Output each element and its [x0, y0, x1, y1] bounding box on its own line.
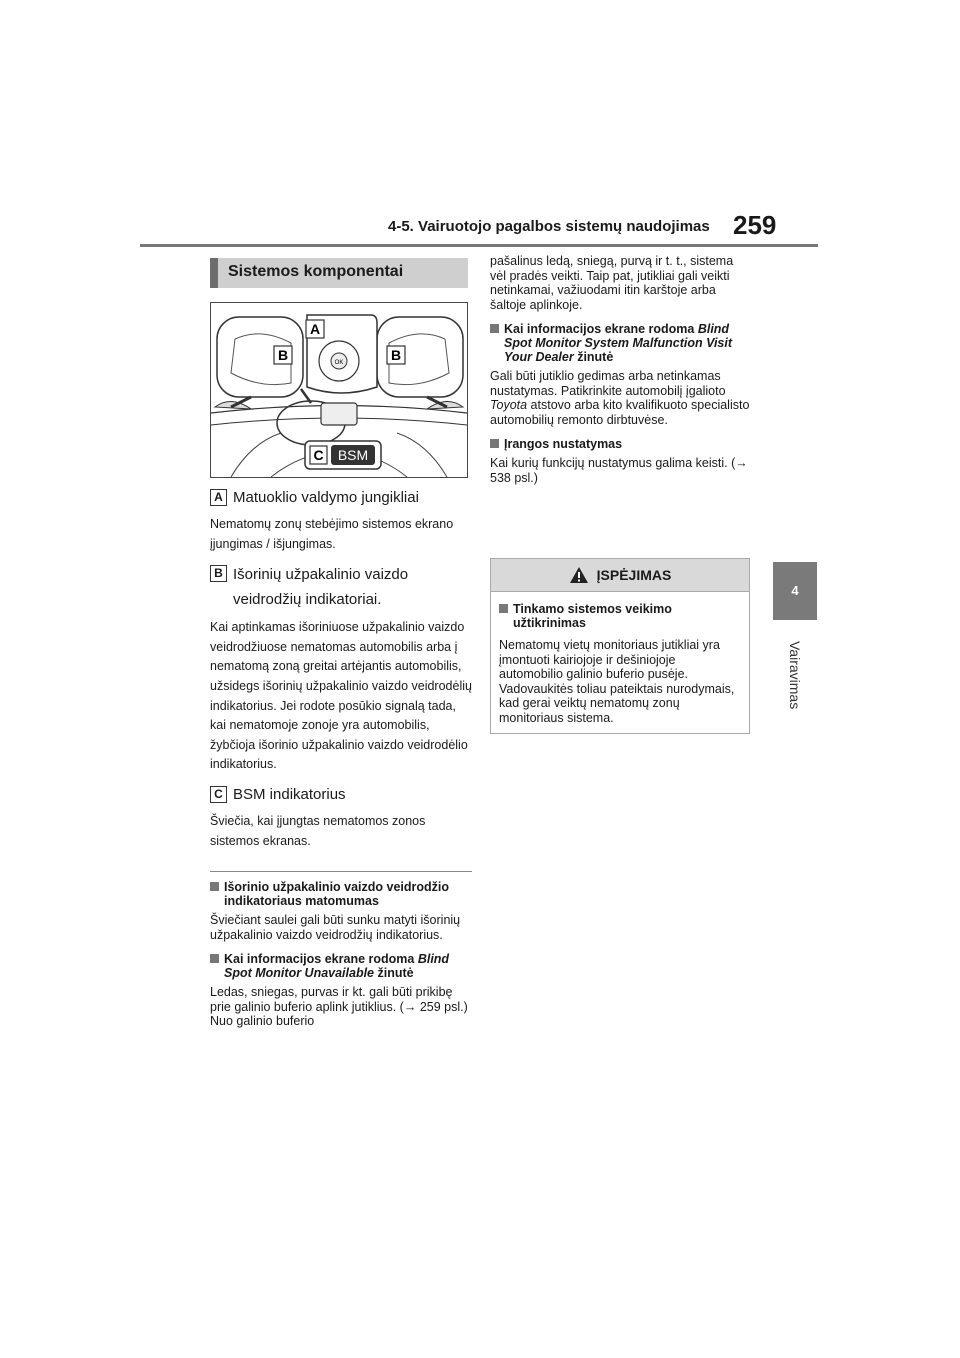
note-unavailable	[210, 952, 472, 1029]
component-c-title: BSM indikatorius	[233, 785, 346, 803]
component-item-c	[210, 783, 472, 806]
callout-a: A	[309, 321, 321, 337]
callout-c: C	[313, 447, 324, 463]
component-item-b	[210, 562, 472, 612]
note-heading: Įrangos nustatymas	[504, 437, 623, 451]
section-heading: Sistemos komponentai	[210, 258, 468, 288]
note-heading-pre: Kai informacijos ekrane rodoma	[504, 322, 695, 336]
square-bullet-icon	[490, 439, 499, 448]
dash-line	[397, 433, 447, 477]
warning-title: ĮSPĖJIMAS	[596, 567, 672, 583]
bsm-badge-label: BSM	[337, 447, 369, 463]
note-heading: Išorinio užpakalinio vaizdo veidrodžio indikatoriaus matomumas	[224, 880, 450, 909]
note-mirror-visibility	[210, 871, 472, 942]
right-column	[490, 254, 752, 485]
warning-heading: Tinkamo sistemos veikimo užtikrinimas	[513, 602, 672, 630]
component-item-a	[210, 486, 472, 509]
note-malfunction	[490, 322, 752, 427]
note-text: Šviečiant saulei gali būti sunku matyti išorinių užpakalinio vaizdo veidrodžių indikatorius.	[210, 913, 461, 942]
callout-b-left: B	[277, 347, 289, 363]
component-a-title: Matuoklio valdymo jungikliai	[233, 489, 419, 506]
page-number: 259	[733, 210, 777, 240]
note-heading-message: Blind Spot Monitor Unavailable	[224, 952, 450, 981]
component-c-text: Šviečia, kai įjungtas nematomos zonos sistemos ekranas.	[210, 813, 426, 848]
warning-box	[490, 558, 750, 734]
note-text-post: atstovo arba kito kvalifikuoto specialisto automobilių remonto dirbtuvėse.	[490, 398, 750, 427]
arrow-icon: →	[735, 456, 748, 470]
warning-triangle-icon	[569, 566, 589, 584]
component-a-text: Nematomų zonų stebėjimo sistemos ekrano įjungimas / išjungimas.	[210, 517, 454, 551]
note-text-pre: Ledas, sniegas, purvas ir kt. gali būti prikibę prie galinio buferio aplink jutiklius. (	[210, 985, 453, 1014]
note-heading-pre: Kai informacijos ekrane rodoma	[224, 952, 415, 967]
square-bullet-icon	[490, 324, 499, 333]
label-a-box: A	[210, 489, 227, 506]
label-c-box: C	[210, 786, 227, 803]
chapter-label: Vairavimas	[787, 640, 803, 710]
warning-text: Nematomų vietų monitoriaus jutikliai yra įmontuoti kairiojoje ir dešiniojoje automobilio galinio buferio pusėje. Vadovaukitės toliau pateiktais nurodymais, kad gerai veiktų nematomų zonų monitoriaus sistema.	[499, 638, 735, 725]
component-b-title: Išorinių užpakalinio vaizdo veidrodžių indikatoriai.	[233, 566, 409, 609]
callout-b-right: B	[390, 347, 402, 363]
dashboard-illustration	[210, 302, 468, 478]
square-bullet-icon	[210, 954, 219, 963]
brand-name: Toyota	[490, 398, 528, 412]
square-bullet-icon	[499, 604, 508, 613]
dashboard-drawing	[211, 303, 467, 477]
dash-line	[231, 433, 281, 477]
note-text-pre: Gali būti jutiklio gedimas arba netinkamas nustatymas. Patikrinkite automobilį įgalioto	[490, 369, 726, 398]
note-text-post: 259 psl.) Nuo galinio buferio	[210, 999, 468, 1029]
center-screen	[321, 403, 357, 425]
note-heading-message: Blind Spot Monitor System Malfunction Visit Your Dealer	[504, 322, 733, 364]
ok-button-label: OK	[334, 360, 344, 366]
component-b-text: Kai aptinkamas išoriniuose užpakalinio vaizdo veidrodžiuose nematomas automobilis arba į nematomą zoną greitai artėjantis automobilis, užsidegs išorinių užpakalinio vaizdo veidrodėlių indikatorius. Jei rodote posūkio signalą tada, kai nematomoje zonoje yra automobilis, žybčioja išorinio užpakalinio vaizdo veidrodėlio indikatorius.	[210, 620, 472, 772]
header-rule	[140, 244, 818, 247]
chapter-tab: 4	[773, 562, 817, 620]
running-header-title: 4-5. Vairuotojo pagalbos sistemų naudojimas	[388, 218, 710, 235]
note-continuation: pašalinus ledą, sniegą, purvą ir t. t., sistema vėl pradės veikti. Taip pat, jutikliai gali veikti netinkamai, važiuodami itin karštoje arba šaltoje aplinkoje.	[490, 254, 734, 312]
note-heading-post: žinutė	[577, 350, 614, 364]
square-bullet-icon	[210, 882, 219, 891]
label-b-box: B	[210, 565, 227, 582]
note-heading-post: žinutė	[377, 966, 414, 981]
note-text-post: 538 psl.)	[490, 470, 538, 485]
note-text-pre: Kai kurių funkcijų nustatymus galima keisti. (	[490, 456, 736, 470]
note-settings	[490, 437, 752, 485]
left-column	[210, 484, 472, 1029]
warning-header	[491, 559, 749, 592]
arrow-icon: →	[403, 999, 417, 1014]
